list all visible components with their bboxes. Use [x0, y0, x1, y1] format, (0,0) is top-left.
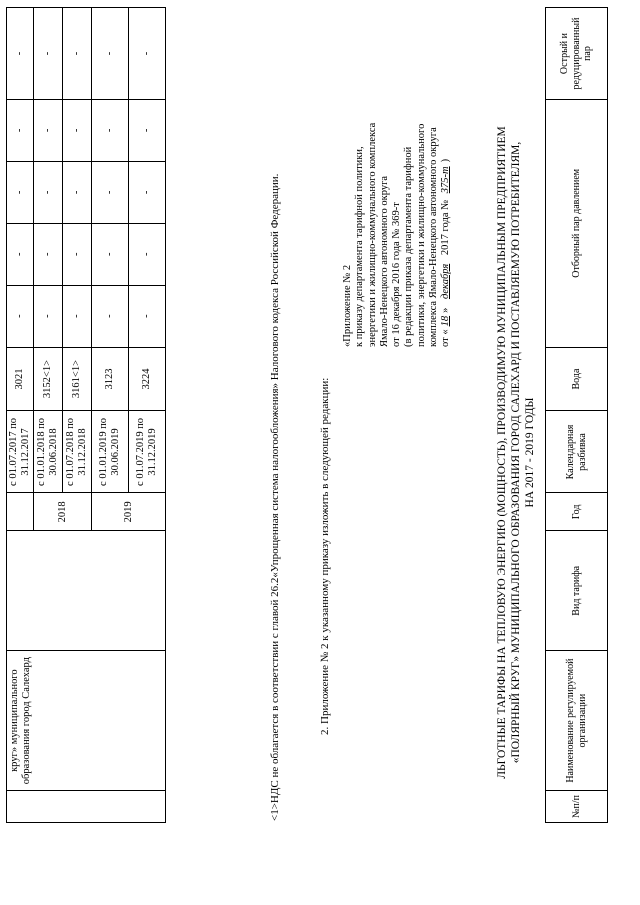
year-cell: 2018 [34, 493, 92, 531]
appendix-header [342, 17, 453, 347]
title-line: ЛЬГОТНЫЕ ТАРИФЫ НА ТЕПЛОВУЮ ЭНЕРГИЮ (МОЩНОСТЬ), ПРОИЗВОДИМУЮ МУНИЦИПАЛЬНЫМ ПРЕДПРИЯТИЕМ [496, 126, 508, 779]
appendix-line: «Приложение № 2 [342, 264, 353, 347]
handwritten-number: 375-т [440, 166, 452, 194]
value-cell: 3224 [129, 347, 166, 411]
dash-cell: - [7, 99, 34, 161]
appendix-line: энергетики и жилищно-коммунального комплекса [366, 122, 378, 347]
period-cell: с 01.07.2017 по 31.12.2017 [7, 411, 34, 493]
dash-cell: - [92, 99, 129, 161]
period-cell: с 01.01.2018 по 30.06.2018 [34, 411, 63, 493]
dash-cell: - [129, 223, 166, 285]
paragraph-2: 2. Приложение № 2 к указанному приказу изложить в следующей редакции: [319, 377, 331, 735]
date-prefix: от « [440, 329, 452, 347]
dash-cell: - [129, 161, 166, 223]
empty-cell [7, 531, 166, 651]
dash-cell: - [92, 223, 129, 285]
date-year: 2017 года № [440, 199, 452, 256]
dash-cell: - [63, 99, 92, 161]
dash-cell: - [92, 161, 129, 223]
title-line: «ПОЛЯРНЫЙ КРУГ» МУНИЦИПАЛЬНОГО ОБРАЗОВАНИЯ ГОРОД САЛЕХАРД И ПОСТАВЛЯЕМУЮ ПОТРЕБИТЕЛЯМ, [510, 141, 522, 764]
dash-cell: - [34, 161, 63, 223]
dash-cell: - [92, 285, 129, 347]
handwritten-month: декабря [440, 263, 452, 300]
dash-cell: - [7, 285, 34, 347]
dash-cell: - [63, 223, 92, 285]
header-number: №п/п [546, 791, 608, 823]
dash-cell: - [34, 223, 63, 285]
appendix-line: Ямало-Ненецкого автономного округа [378, 175, 390, 347]
value-cell: 3123 [92, 347, 129, 411]
date-quote: » [440, 307, 452, 313]
header-row [546, 8, 608, 823]
appendix-line: комплекса Ямало-Ненецкого автономного округа [428, 127, 440, 347]
dash-cell: - [7, 223, 34, 285]
value-cell: 3152<1> [34, 347, 63, 411]
tariff-table-header [545, 7, 608, 823]
dash-cell: - [34, 8, 63, 100]
year-cell: 2019 [92, 493, 166, 531]
dash-cell: - [34, 285, 63, 347]
period-cell: с 01.07.2019 по 31.12.2019 [129, 411, 166, 493]
appendix-line: (в редакции приказа департамента тарифной [403, 146, 415, 347]
dash-cell: - [63, 8, 92, 100]
tariff-table-continuation [6, 7, 166, 823]
empty-cell [7, 791, 166, 823]
dash-cell: - [7, 161, 34, 223]
header-selected-steam: Отборный пар давлением [546, 100, 608, 348]
value-cell: 3021 [7, 347, 34, 411]
appendix-line: к приказу департамента тарифной политики, [354, 146, 366, 347]
appendix-date-line [440, 17, 452, 347]
year-cell [7, 493, 34, 531]
dash-cell: - [129, 99, 166, 161]
header-year: Год [546, 493, 608, 531]
header-tariff-type: Вид тарифа [546, 531, 608, 651]
date-suffix: ) [440, 158, 452, 163]
appendix-line: политики, энергетики и жилищно-коммунального [415, 123, 427, 347]
value-cell: 3161<1> [63, 347, 92, 411]
period-cell: с 01.07.2018 по 31.12.2018 [63, 411, 92, 493]
table-row [7, 8, 34, 823]
appendix-line: от 16 декабря 2016 года № 369-т [391, 202, 403, 347]
header-water: Вода [546, 347, 608, 411]
dash-cell: - [129, 8, 166, 100]
period-cell: с 01.01.2019 по 30.06.2019 [92, 411, 129, 493]
org-name-cell: круг» муниципального образования город Салехард [7, 651, 166, 791]
dash-cell: - [34, 99, 63, 161]
document-title [495, 0, 537, 905]
dash-cell: - [7, 8, 34, 100]
dash-cell: - [63, 285, 92, 347]
title-line: НА 2017 - 2019 ГОДЫ [524, 397, 536, 508]
footnote: <1>НДС не облагается в соответствии с главой 26.2«Упрощенная система налогообложения» Налогового кодекса Российской Федерации. [269, 173, 281, 821]
dash-cell: - [129, 285, 166, 347]
header-organization: Наименование регулируемой организации [546, 651, 608, 791]
dash-cell: - [63, 161, 92, 223]
handwritten-day: 18 [440, 315, 452, 327]
header-calendar: Календарная разбивка [546, 411, 608, 493]
header-sharp-steam: Острый и редуцированный пар [546, 8, 608, 100]
dash-cell: - [92, 8, 129, 100]
